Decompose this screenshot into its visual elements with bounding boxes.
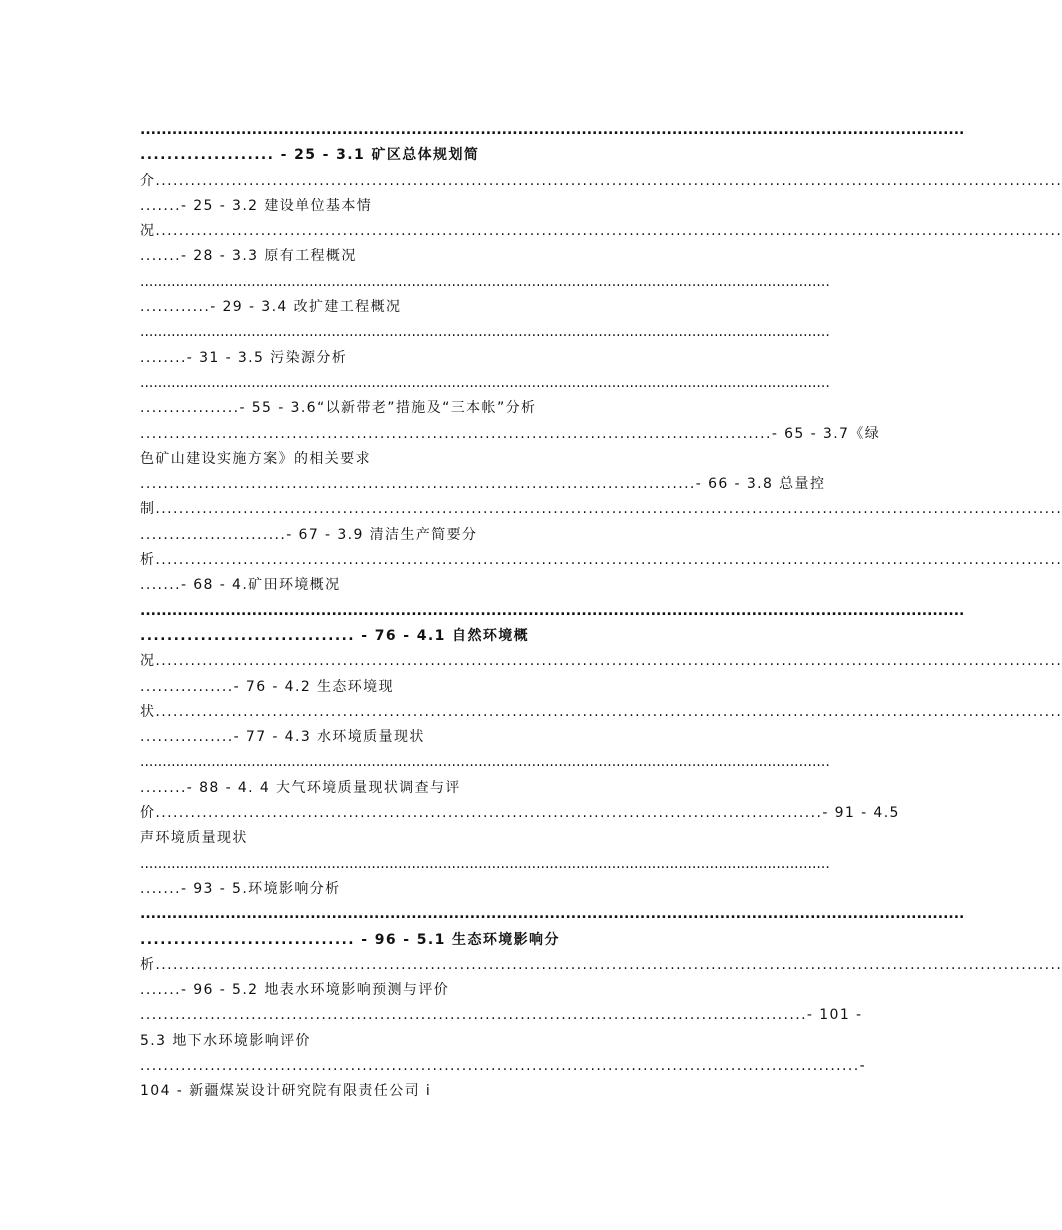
toc-line: .......- 68 - 4.矿田环境概况 [140,577,341,594]
toc-line: 况........................................................................................................................................................... [140,653,1062,670]
toc-line: ........................................................................................................................................................... [140,754,830,771]
toc-line: .........................- 67 - 3.9 清洁生产简要分 [140,526,478,543]
toc-line: .......- 28 - 3.3 原有工程概况 [140,248,357,265]
toc-line: 析........................................................................................................................................................... [140,552,1062,569]
toc-line: ................................ - 76 - 4.1 自然环境概 [140,627,530,644]
toc-line: .................... - 25 - 3.1 矿区总体规划简 [140,147,480,164]
toc-line: ........................................................................................................................................................... [140,122,965,138]
toc-line: .......- 96 - 5.2 地表水环境影响预测与评价 [140,982,450,999]
toc-line: 声环境质量现状 [140,830,248,847]
toc-line: ........................................................................................................................................................... [140,906,965,923]
toc-line: ................- 76 - 4.2 生态环境现 [140,678,394,695]
toc-line: ........................................................................................................................................................... [140,855,830,872]
toc-line: ........- 31 - 3.5 污染源分析 [140,349,348,366]
toc-line: ................- 77 - 4.3 水环境质量现状 [140,729,425,746]
toc-line: ........................................................................................................................................................... [140,374,830,391]
table-of-contents [140,118,1062,1105]
toc-line: ........................................................................................................................................................... [140,324,830,341]
toc-line: ................................ - 96 - 5.1 生态环境影响分 [140,931,560,948]
toc-line: ..................................................................................................................- 101 - [140,1007,863,1024]
toc-line: ...........................................................................................................................- [140,1057,867,1074]
toc-line: 况........................................................................................................................................................... [140,223,1062,240]
toc-line: ........................................................................................................................................................... [140,273,830,290]
toc-line: 析........................................................................................................................................................... [140,956,1062,973]
toc-line: ............- 29 - 3.4 改扩建工程概况 [140,299,402,316]
toc-line: ........................................................................................................................................................... [140,602,965,619]
toc-line: 5.3 地下水环境影响评价 [140,1032,311,1049]
toc-line: ...............................................................................................- 66 - 3.8 总量控 [140,476,826,493]
toc-line: ............................................................................................................- 65 - 3.7《绿 [140,425,881,442]
toc-line: .......- 25 - 3.2 建设单位基本情 [140,197,373,214]
toc-line: 状........................................................................................................................................................... [140,703,1062,720]
toc-line: 介........................................................................................................................................................... [140,172,1062,189]
toc-line: .......- 93 - 5.环境影响分析 [140,880,341,897]
toc-line: 价..................................................................................................................- 91 - 4.5 [140,805,900,822]
toc-line footer-line: 104 - 新疆煤炭设计研究院有限责任公司 i [140,1083,432,1100]
toc-line: ........- 88 - 4. 4 大气环境质量现状调查与评 [140,779,461,796]
toc-line: 色矿山建设实施方案》的相关要求 [140,450,371,467]
toc-line: .................- 55 - 3.6“以新带老”措施及“三本帐”分析 [140,400,537,417]
toc-line: 制........................................................................................................................................................... [140,501,1062,518]
